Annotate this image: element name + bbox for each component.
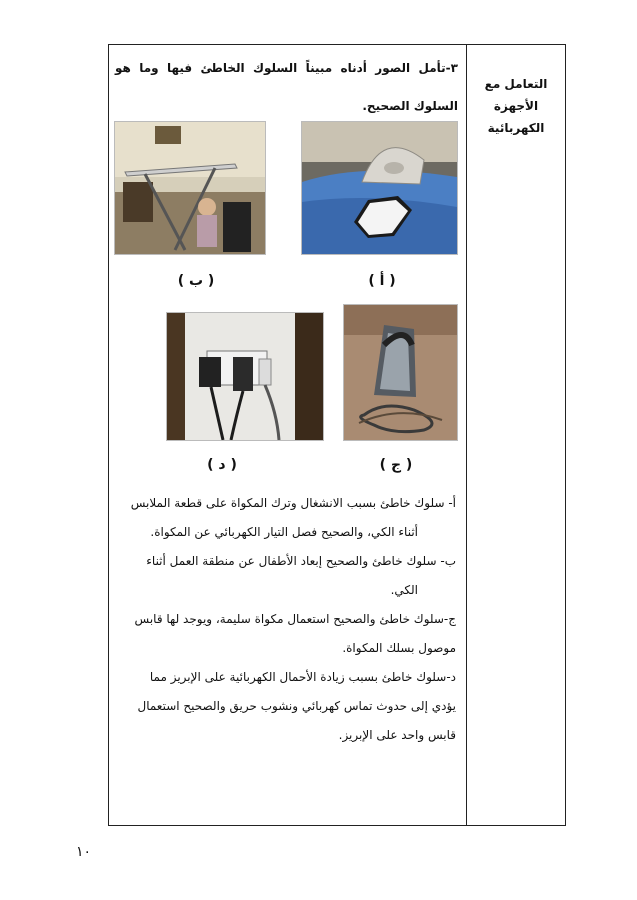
lesson-table: [108, 44, 566, 826]
answer-c-line-2: موصول بسلك المكواة.: [342, 641, 456, 655]
child-ironing-board-illustration: [115, 122, 265, 254]
question-title: ٣-تأمل الصور أدناه مبيناً السلوك الخاطئ فيها وما هو السلوك الصحيح.: [115, 61, 458, 113]
answer-a-line-1: أ- سلوك خاطئ بسبب الانشغال وترك المكواة على قطعة الملابس: [130, 496, 456, 510]
answer-d-line-3: قابس واحد على الإبريز.: [338, 728, 456, 742]
answer-b-line-2: الكي.: [390, 583, 418, 597]
caption-a: ( أ ): [368, 273, 396, 289]
page-number: ١٠: [76, 844, 92, 860]
topic-title: التعامل مع الأجهزة الكهربائية: [484, 77, 548, 135]
photo-b: [114, 121, 266, 255]
content-cell: [109, 45, 467, 826]
caption-b: ( ب ): [177, 273, 215, 289]
iron-on-board-illustration: [302, 122, 457, 254]
photo-a: [301, 121, 458, 255]
topic-cell: [467, 45, 566, 826]
overloaded-socket-illustration: [167, 313, 323, 440]
photo-c: [343, 304, 458, 441]
answer-d-line-2: يؤدي إلى حدوث تماس كهربائي ونشوب حريق والصحيح استعمال: [137, 699, 456, 713]
caption-d: ( د ): [207, 457, 237, 473]
answers-block: [117, 489, 456, 750]
answer-d-line-1: د-سلوك خاطئ بسبب زيادة الأحمال الكهربائية على الإبريز مما: [149, 670, 456, 684]
caption-c: ( ج ): [379, 457, 413, 473]
photo-d: [166, 312, 324, 441]
answer-b-line-1: ب- سلوك خاطئ والصحيح إبعاد الأطفال عن منطقة العمل أثناء: [146, 554, 456, 568]
answer-c-line-1: ج-سلوك خاطئ والصحيح استعمال مكواة سليمة، ويوجد لها قابس: [134, 612, 456, 626]
iron-damaged-cord-illustration: [344, 305, 457, 440]
answer-a-line-2: أثناء الكي، والصحيح فصل التيار الكهربائي عن المكواة.: [150, 525, 418, 539]
